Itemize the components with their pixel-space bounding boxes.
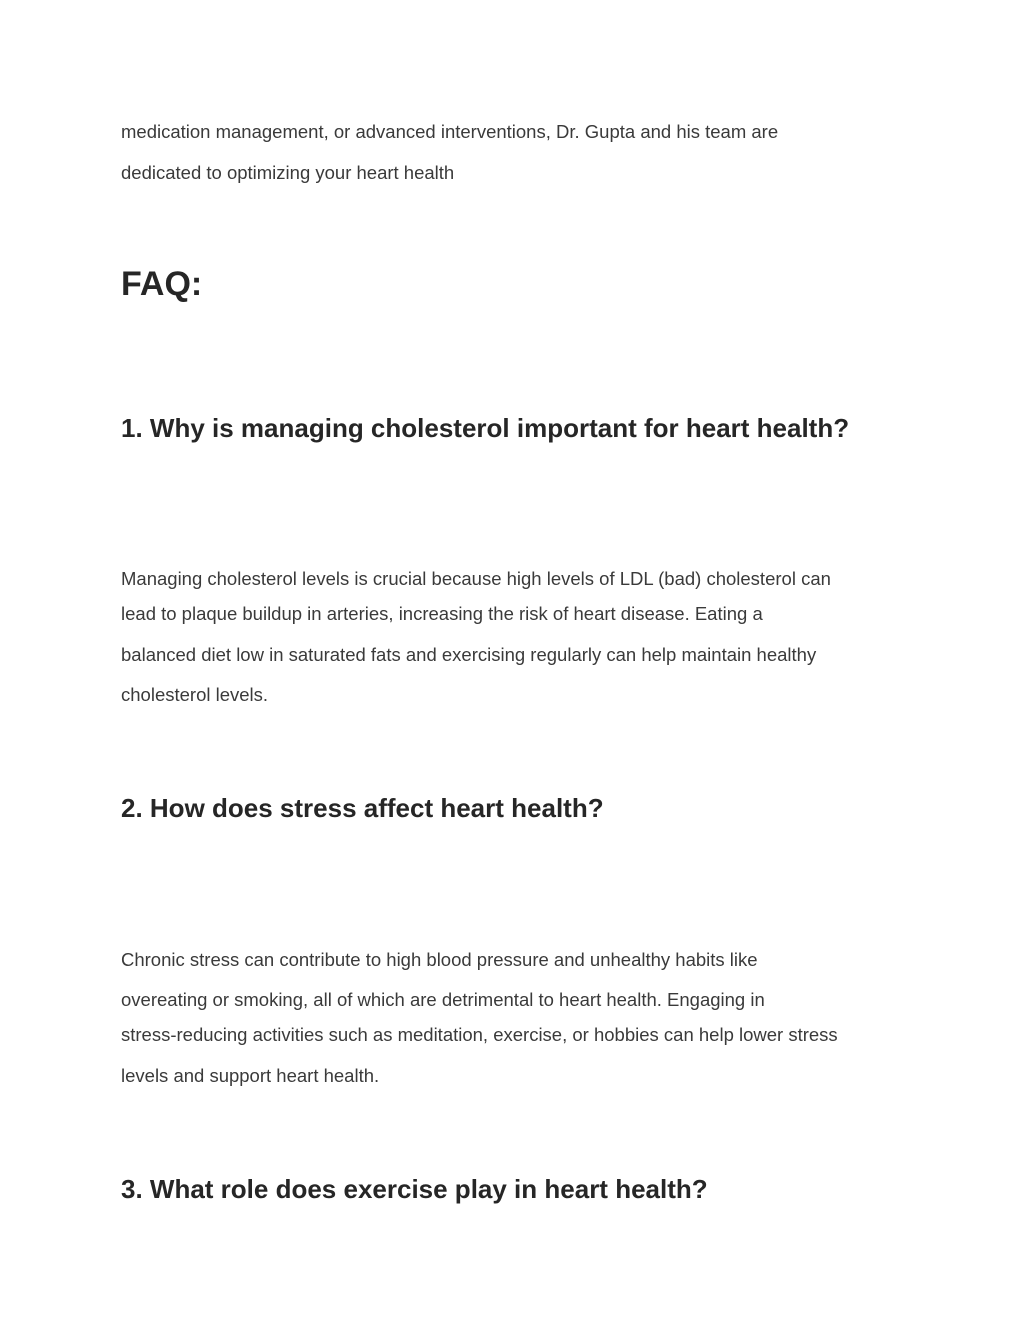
faq-answer-2-line: levels and support heart health.: [121, 1065, 380, 1086]
intro-text-line: dedicated to optimizing your heart health: [121, 162, 455, 183]
faq-answer-2-line: Chronic stress can contribute to high blood pressure and unhealthy habits like: [121, 949, 758, 970]
faq-answer-1-line: cholesterol levels.: [121, 684, 269, 705]
faq-answer-2-line: overeating or smoking, all of which are detrimental to heart health. Engaging in: [121, 989, 765, 1010]
faq-answer-1-line: balanced diet low in saturated fats and exercising regularly can help maintain healthy: [121, 644, 817, 665]
faq-question-2: 2. How does stress affect heart health?: [121, 793, 604, 823]
intro-text-line: medication management, or advanced interventions, Dr. Gupta and his team are: [121, 121, 779, 142]
faq-question-3: 3. What role does exercise play in heart health?: [121, 1174, 708, 1204]
faq-answer-1-line: lead to plaque buildup in arteries, increasing the risk of heart disease. Eating a: [121, 603, 763, 624]
faq-answer-1-line: Managing cholesterol levels is crucial because high levels of LDL (bad) cholesterol can: [121, 568, 831, 589]
faq-question-1: 1. Why is managing cholesterol important for heart health?: [121, 413, 850, 443]
faq-heading: FAQ:: [121, 265, 203, 303]
faq-answer-2-line: stress-reducing activities such as meditation, exercise, or hobbies can help lower stress: [121, 1024, 838, 1045]
